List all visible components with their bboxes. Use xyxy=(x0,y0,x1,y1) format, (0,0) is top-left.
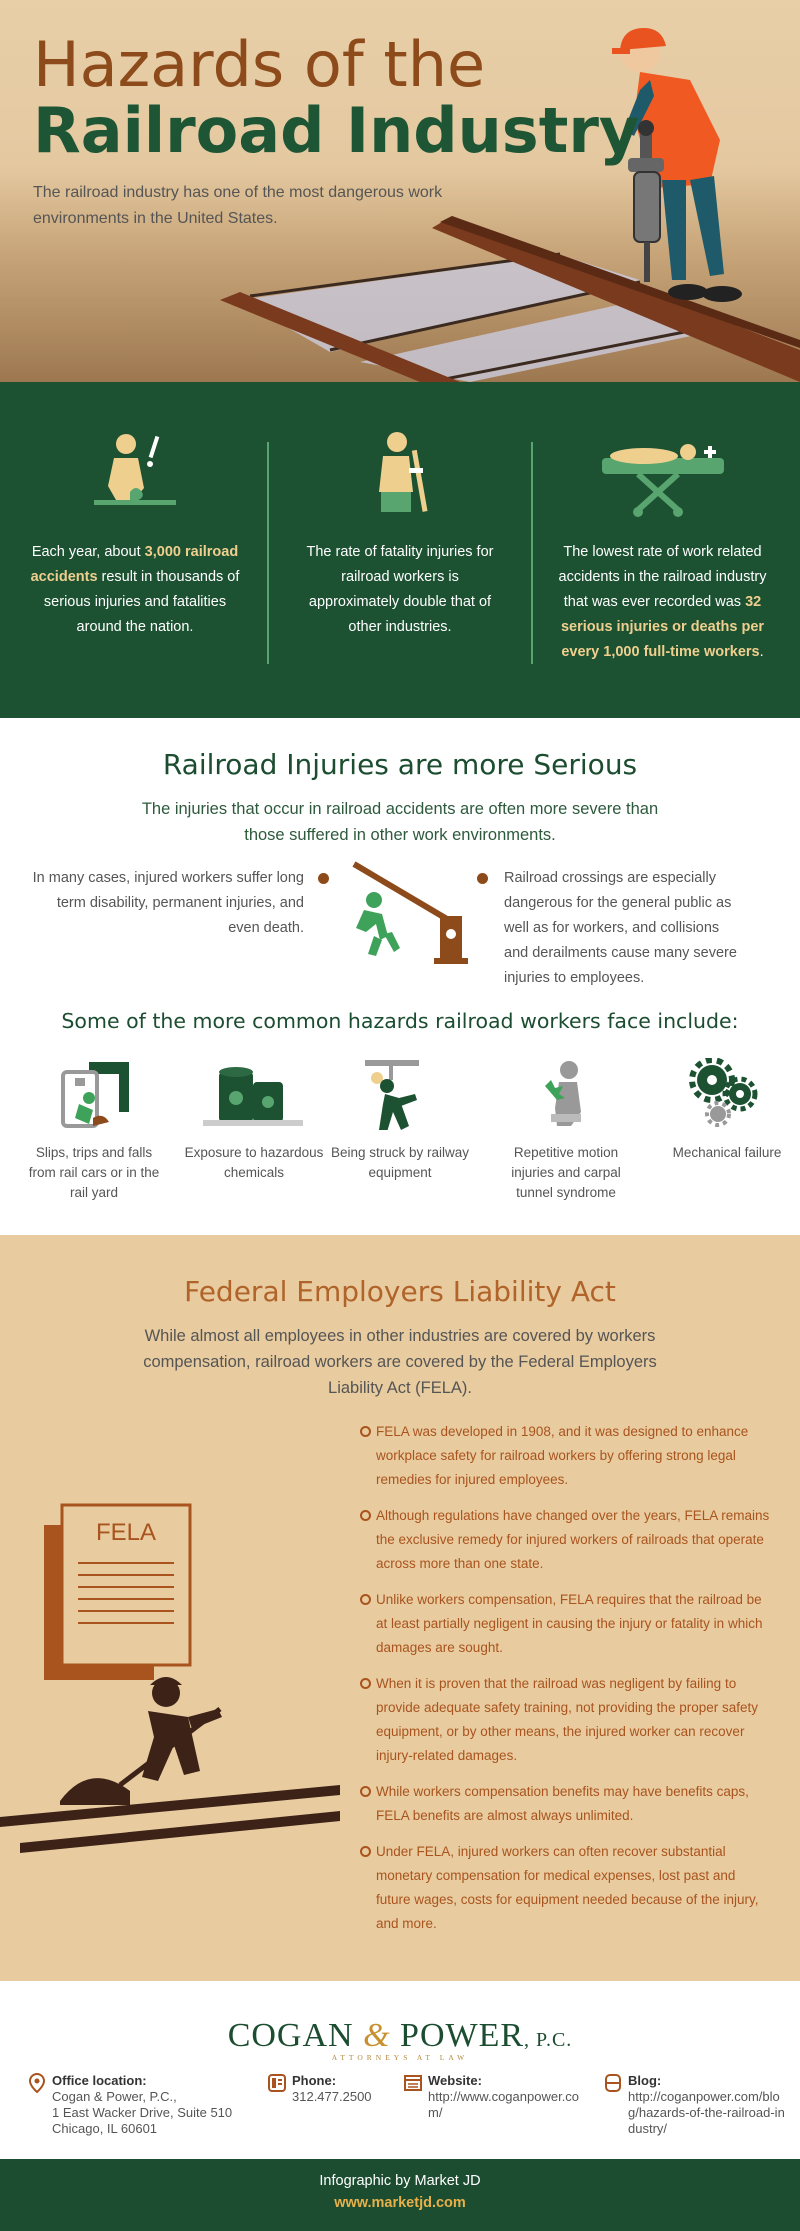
browser-window-icon xyxy=(404,2073,422,2093)
bullet-ring-icon xyxy=(360,1594,371,1605)
railroad-crossing-gate-icon xyxy=(340,858,470,968)
fela-doc-label: FELA xyxy=(95,1519,157,1546)
slip-fall-icon xyxy=(49,1058,139,1130)
credit-link[interactable]: www.marketjd.com xyxy=(334,2195,466,2211)
hazard-label: Repetitive motion injuries and carpal tunnel syndrome xyxy=(511,1145,621,1200)
phone-info: Phone: 312.477.2500 xyxy=(292,2073,392,2105)
hazards-title: Some of the more common hazards railroad workers face include: xyxy=(61,1009,739,1033)
hazard-label: Mechanical failure xyxy=(672,1145,782,1160)
stat-fatality xyxy=(295,430,505,640)
stats-section xyxy=(0,382,800,718)
blog-icon xyxy=(604,2073,622,2093)
website-link[interactable]: http://www.coganpower.com/ xyxy=(428,2089,580,2120)
hero-banner xyxy=(0,0,800,382)
serious-left-text: In many cases, injured workers suffer long term disability, permanent injuries, and even death. xyxy=(32,870,304,936)
hazard-item xyxy=(496,1058,636,1203)
stat-accidents xyxy=(30,430,240,640)
stretcher-icon xyxy=(598,430,728,520)
cogan-power-logo[interactable]: COGAN & POWER, P.C. ATTORNEYS AT LAW xyxy=(227,2017,573,2062)
map-pin-icon xyxy=(28,2073,46,2093)
hazard-item xyxy=(24,1058,164,1203)
office-location: Office location: Cogan & Power, P.C., 1 East Wacker Drive, Suite 510 Chicago, IL 60601 xyxy=(52,2073,242,2137)
worker-crutch-icon xyxy=(355,430,445,520)
bullet-ring-icon xyxy=(360,1846,371,1857)
fela-title: Federal Employers Liability Act xyxy=(184,1275,616,1308)
bullet-dot xyxy=(318,873,329,884)
blog-info: Blog: http://coganpower.com/blog/hazards-of-the-railroad-industry/ xyxy=(628,2073,788,2137)
fela-illustration xyxy=(0,1485,350,1925)
hazard-item xyxy=(184,1058,324,1183)
stat-lowest-rate xyxy=(555,430,770,665)
hazard-item xyxy=(330,1058,470,1183)
divider xyxy=(267,442,269,664)
list-item: FELA was developed in 1908, and it was designed to enhance workplace safety for railroad workers by offering strong legal remedies for injured employees. xyxy=(360,1420,770,1492)
divider xyxy=(531,442,533,664)
list-item: Unlike workers compensation, FELA requires that the railroad be at least partially negligent in causing the injury or fatality in which damages are sought. xyxy=(360,1588,770,1660)
phone-icon xyxy=(268,2073,286,2093)
gears-icon xyxy=(682,1058,772,1130)
serious-title: Railroad Injuries are more Serious xyxy=(162,748,638,781)
stat-fatality-text: The rate of fatality injuries for railroad workers is approximately double that of other industries. xyxy=(306,544,494,635)
hazard-label: Being struck by railway equipment xyxy=(330,1145,470,1180)
repetitive-motion-icon xyxy=(521,1058,611,1130)
list-item: Although regulations have changed over the years, FELA remains the exclusive remedy for injured workers of railroads that operate across more than one state. xyxy=(360,1504,770,1576)
shoveling-worker-silhouette-icon xyxy=(0,1677,340,1853)
bullet-ring-icon xyxy=(360,1786,371,1797)
hazard-label: Slips, trips and falls from rail cars or in the rail yard xyxy=(28,1145,160,1200)
serious-right-text: Railroad crossings are especially dangerous for the general public as well as for workers, and collisions and derailments cause many severe injuries to employees. xyxy=(504,870,737,986)
injured-worker-icon xyxy=(90,430,180,520)
list-item: Under FELA, injured workers can often recover substantial monetary compensation for medical expenses, lost past and future wages, costs for equipment needed because of the injury, and more. xyxy=(360,1840,770,1936)
page-title xyxy=(33,28,640,167)
fela-subtitle: While almost all employees in other industries are covered by workers compensation, railroad workers are covered by the Federal Employers Liability Act (FELA). xyxy=(143,1327,657,1397)
list-item: When it is proven that the railroad was negligent by failing to provide adequate safety training, not providing the proper safety equipment, or by other means, the injured worker can recover injury-related damages. xyxy=(360,1672,770,1768)
serious-injuries-section xyxy=(0,718,800,1235)
fela-points-list xyxy=(360,1420,770,1948)
title-line-2: Railroad Industry xyxy=(33,94,640,167)
credit-text: Infographic by Market JD xyxy=(319,2173,481,2189)
bullet-ring-icon xyxy=(360,1426,371,1437)
struck-by-equipment-icon xyxy=(355,1058,445,1130)
stat-accidents-text: Each year, about 3,000 railroad accidents result in thousands of serious injuries and fatalities around the nation. xyxy=(30,544,240,635)
phone-number[interactable]: 312.477.2500 xyxy=(292,2089,372,2104)
hazard-label: Exposure to hazardous chemicals xyxy=(184,1145,324,1180)
list-item: While workers compensation benefits may have benefits caps, FELA benefits are almost always unlimited. xyxy=(360,1780,770,1828)
bullet-dot xyxy=(477,873,488,884)
footer xyxy=(0,1981,800,2159)
hero-subtitle: The railroad industry has one of the most dangerous work environments in the United States. xyxy=(33,184,443,227)
website-info: Website: http://www.coganpower.com/ xyxy=(428,2073,588,2121)
bullet-ring-icon xyxy=(360,1510,371,1521)
credit-bar xyxy=(0,2159,800,2231)
blog-link[interactable]: http://coganpower.com/blog/hazards-of-the-railroad-industry/ xyxy=(628,2089,785,2136)
fela-document-icon xyxy=(44,1505,190,1680)
chemical-barrels-icon xyxy=(199,1058,309,1130)
title-line-1: Hazards of the xyxy=(33,28,486,101)
stat-lowest-rate-text: The lowest rate of work related accidents in the railroad industry that was ever recorded was 32 serious injuries or deaths per every 1,000 full-time workers. xyxy=(558,544,767,660)
serious-subtitle: The injuries that occur in railroad accidents are often more severe than those suffered in other work environments. xyxy=(141,800,659,844)
bullet-ring-icon xyxy=(360,1678,371,1689)
fela-section xyxy=(0,1235,800,1981)
hazard-item xyxy=(657,1058,797,1163)
